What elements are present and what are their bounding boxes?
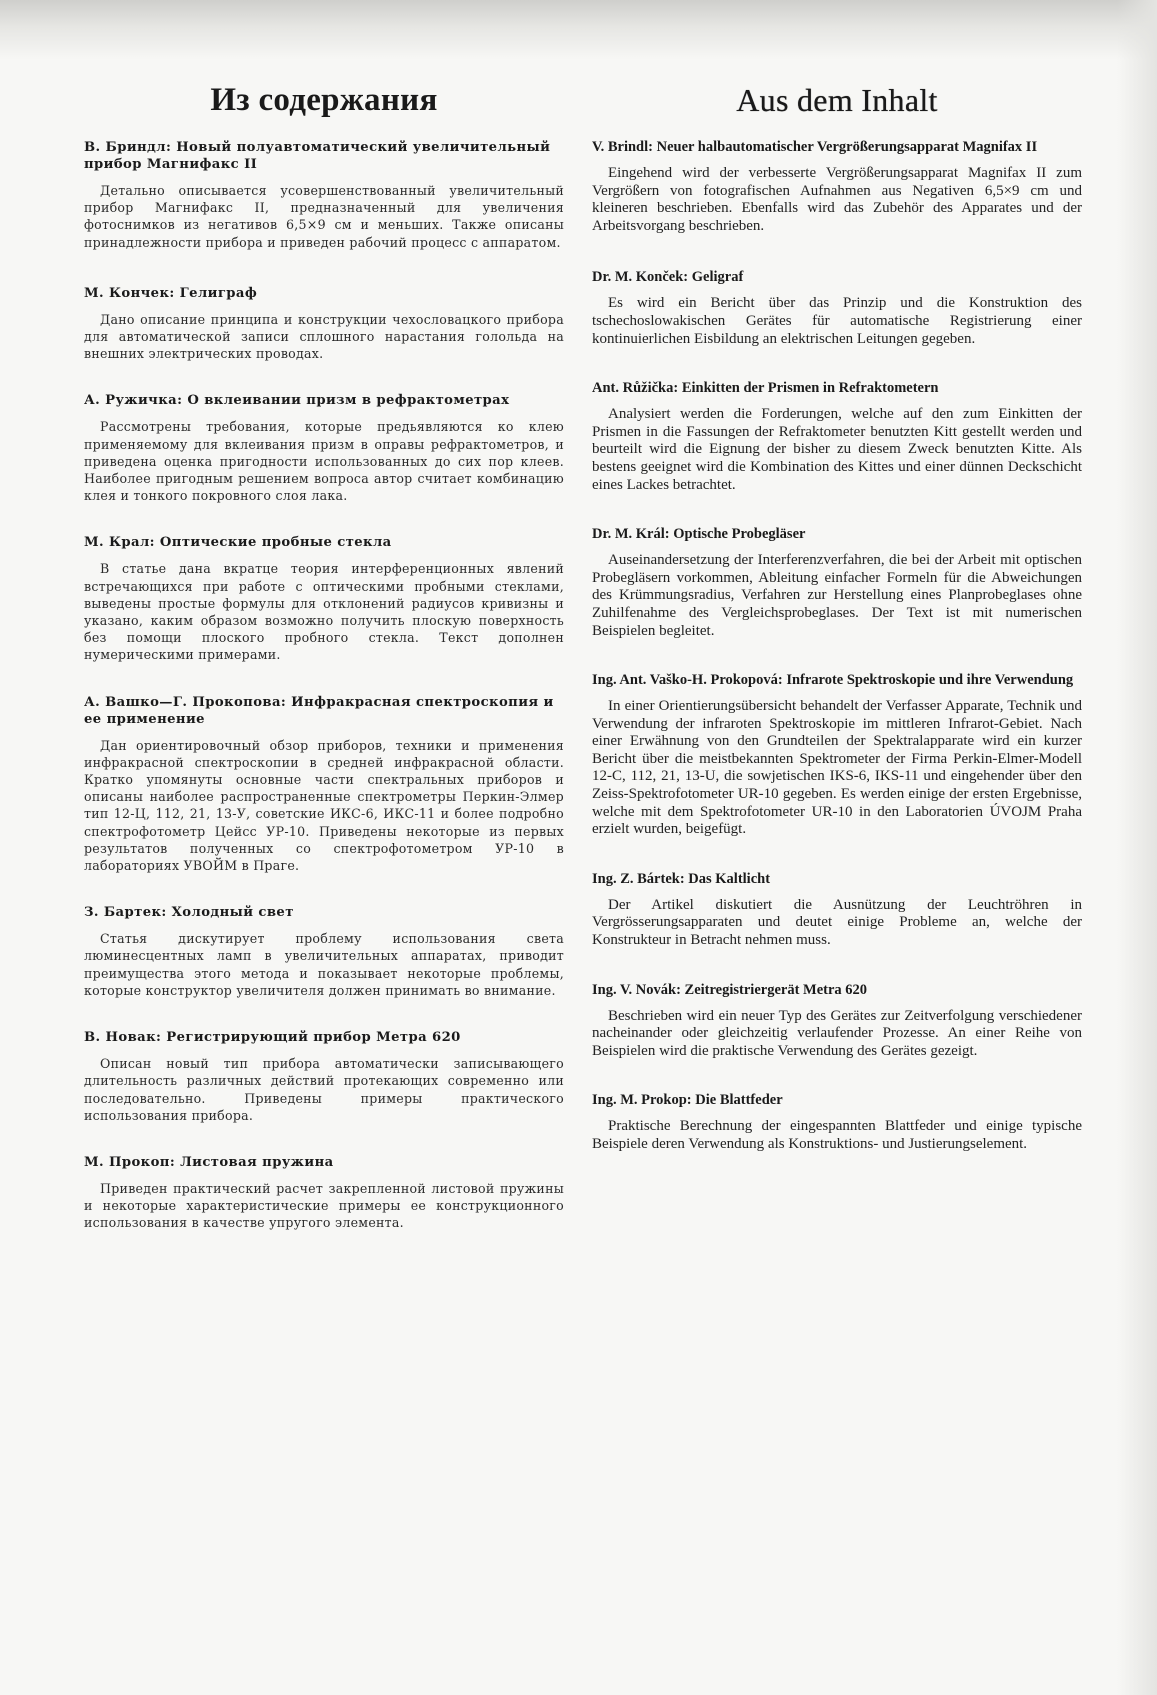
entry-heading: V. Brindl: Neuer halbautomatischer Vergrößerungsapparat Magnifax II: [592, 139, 1038, 155]
entry-heading: Ing. V. Novák: Zeitregistriergerät Metra 620: [592, 981, 868, 998]
ru-entry-prokop: [84, 1154, 564, 1232]
ru-entry-kral: [84, 534, 564, 663]
entry-abstract: Статья дискутирует проблему использования света люминесцентных ламп в увеличительных аппаратах, приводит преимущества этого метода и показывает некоторые проблемы, которые конструктор увеличителя должен принимать во внимание.: [84, 931, 564, 998]
entry-abstract: Analysiert werden die Forderungen, welche auf den zum Einkitten der Prismen in die Fassungen der Refraktometer benutzten Kitt gestellt werden und beurteilt wird die Eignung der bisher zu diesem Zweck benutzten Kitte. Als bestens geeignet wird die Kombination des Kittes und einer dünnen Deckschicht eines Lackes betrachtet.: [592, 406, 1082, 493]
ru-entry-ruzicka: [84, 392, 564, 504]
entry-abstract: Praktische Berechnung der eingespannten Blattfeder und einige typische Beispiele deren Verwendung als Konstruktions- und Justierungselement.: [592, 1118, 1082, 1152]
de-entry-ruzicka: [592, 380, 1082, 494]
entry-abstract: In einer Orientierungsübersicht behandelt der Verfasser Apparate, Technik und Verwendung der infraroten Spektroskopie im mittleren Infrarot-Gebiet. Nach einer Erwähnung von den Grundteilen der Spektralapparate wird ein kurzer Bericht über die meistbekannten Spektrometer der Firma Perkin-Elmer-Modell 12-C, 112, 21, 13-U, die sowjetischen IKS-6, IKS-11 und eingehender über den Zeiss-Spektrofotometer UR-10 gegeben. Es werden einige der ersten Ergebnisse, welche mit dem Spektrofotometer UR-10 in den Laboratorien ÚVOJM Praha erzielt wurden, beigefügt.: [592, 698, 1082, 838]
de-entry-bartek: [592, 871, 1082, 950]
entry-heading: Ing. M. Prokop: Die Blattfeder: [592, 1092, 783, 1109]
entry-heading: Dr. M. Král: Optische Probegläser: [592, 526, 806, 543]
entry-heading: М. Кончек: Гелиграф: [84, 285, 258, 301]
german-contents-column: [592, 82, 1082, 1154]
entry-heading: М. Крал: Оптические пробные стекла: [84, 535, 392, 551]
entry-abstract: Описан новый тип прибора автоматически записывающего длительность различных действий протекающих современно или последовательно. Приведены примеры практического использования прибора.: [84, 1056, 564, 1123]
entry-abstract: Eingehend wird der verbesserte Vergrößerungsapparat Magnifax II zum Vergrößern von fotografischen Aufnahmen aus Negativen 6,5×9 cm und kleineren beschrieben. Ebenfalls wird das Zubehör des Apparates und der Arbeitsvorgang beschrieben.: [592, 165, 1082, 234]
page-top-shadow: [0, 0, 1157, 60]
entry-abstract: Рассмотрены требования, которые предьявляются ко клею применяемому для вклеивания призм в оправы рефрактометров, и приведена оценка пригодности использованных до сих пор клеев. Наиболее пригодным решением вопроса автор считает комбинацию клея и тонкого покровного слоя лака.: [84, 419, 564, 504]
russian-column-title: Из содержания: [210, 82, 438, 118]
entry-heading: Ant. Růžička: Einkitten der Prismen in Refraktometern: [592, 380, 939, 397]
ru-entry-bartek: [84, 904, 564, 999]
ru-entry-vasko-prokopova: [84, 694, 564, 875]
de-entry-prokop: [592, 1092, 1082, 1153]
entry-heading: Dr. M. Konček: Geligraf: [592, 269, 744, 286]
entry-abstract: Дано описание принципа и конструкции чехословацкого прибора для автоматической записи сплошного нарастания голольда на внешних электрических проводах.: [84, 311, 564, 362]
entry-abstract: Детально описывается усовершенствованный увеличительный прибор Магнифакс II, предназначенный для увеличения фотоснимков из негативов 6,5×9 см и меньших. Также описаны принадлежности прибора и приведен рабочий процесс с аппаратом.: [84, 183, 564, 250]
entry-abstract: В статье дана вкратце теория интерференционных явлений встречающихся при работе с оптическими пробными стеклами, выведены простые формулы для отклонений радиусов кривизны и указано, каким образом возможно получить плоскую поверхность без помощи плоского пробного стекла. Текст дополнен нумерическими примерами.: [84, 561, 564, 663]
de-entry-novak: [592, 982, 1082, 1061]
entry-abstract: Дан ориентировочный обзор приборов, техники и применения инфракрасной спектроскопии в средней инфракрасной области. Кратко упомянуты основные части спектральных приборов и описаны наиболее распространенные спектрометры Перкин-Элмер тип 12-Ц, 112, 21, 13-У, советские ИКС-6, ИКС-11 и более подробно спектрофотометр Цейсс УР-10. Приведены некоторые из первых результатов полученных со спектрофотометром УР-10 в лабораториях УВОЙМ в Праге.: [84, 737, 564, 874]
entry-heading: А. Вашко—Г. Прокопова: Инфракрасная спектроскопия и ее применение: [84, 694, 554, 727]
entry-abstract: Приведен практический расчет закрепленной листовой пружины и некоторые характеристические примеры ее конструкционного использования в качестве упругого элемента.: [84, 1180, 564, 1231]
entry-heading: М. Прокоп: Листовая пружина: [84, 1154, 334, 1170]
entry-abstract: Auseinandersetzung der Interferenzverfahren, die bei der Arbeit mit optischen Probegläsern vorkommen, Ableitung einfacher Formeln für die Abweichungen des Krümmungsradius, Verfahren zur Herstellung eines Planprobeglases ohne Zuhilfenahme des Vergleichsprobeglases. Der Text ist mit numerischen Beispielen begleitet.: [592, 552, 1082, 639]
de-entry-vasko-prokopova: [592, 672, 1082, 839]
entry-heading: Ing. Z. Bártek: Das Kaltlicht: [592, 870, 771, 887]
de-entry-brindl: [592, 139, 1082, 235]
entry-heading: В. Новак: Регистрирующий прибор Метра 620: [84, 1030, 461, 1046]
page-right-shadow: [1117, 0, 1157, 1695]
entry-abstract: Der Artikel diskutiert die Ausnützung der Leuchtröhren in Vergrösserungsapparaten und deutet einige Probleme an, welche der Konstrukteur in Betracht nehmen muss.: [592, 896, 1082, 949]
ru-entry-brindl: [84, 139, 564, 251]
entry-heading: А. Ружичка: О вклеивании призм в рефрактометрах: [84, 393, 510, 409]
russian-contents-column: [84, 82, 564, 1232]
ru-entry-novak: [84, 1029, 564, 1124]
german-column-title: Aus dem Inhalt: [736, 82, 938, 118]
de-entry-kral: [592, 526, 1082, 640]
entry-abstract: Es wird ein Bericht über das Prinzip und die Konstruktion des tschechoslowakischen Gerätes für automatische Registrierung einer kontinuierlichen Eisbildung an elektrischen Leitungen gegeben.: [592, 295, 1082, 347]
entry-heading: З. Бартек: Холодный свет: [84, 905, 294, 921]
entry-heading: Ing. Ant. Vaško-H. Prokopová: Infrarote Spektroskopie und ihre Verwendung: [592, 672, 1074, 689]
de-entry-koncek: [592, 269, 1082, 348]
entry-abstract: Beschrieben wird ein neuer Typ des Gerätes zur Zeitverfolgung verschiedener nacheinander oder gleichzeitig verlaufender Prozesse. An einer Reihe von Beispielen wird die praktische Verwendung des Gerätes gezeigt.: [592, 1007, 1082, 1059]
ru-entry-koncek: [84, 285, 564, 363]
entry-heading: В. Бриндл: Новый полуавтоматический увеличительный прибор Магнифакс II: [84, 140, 551, 172]
